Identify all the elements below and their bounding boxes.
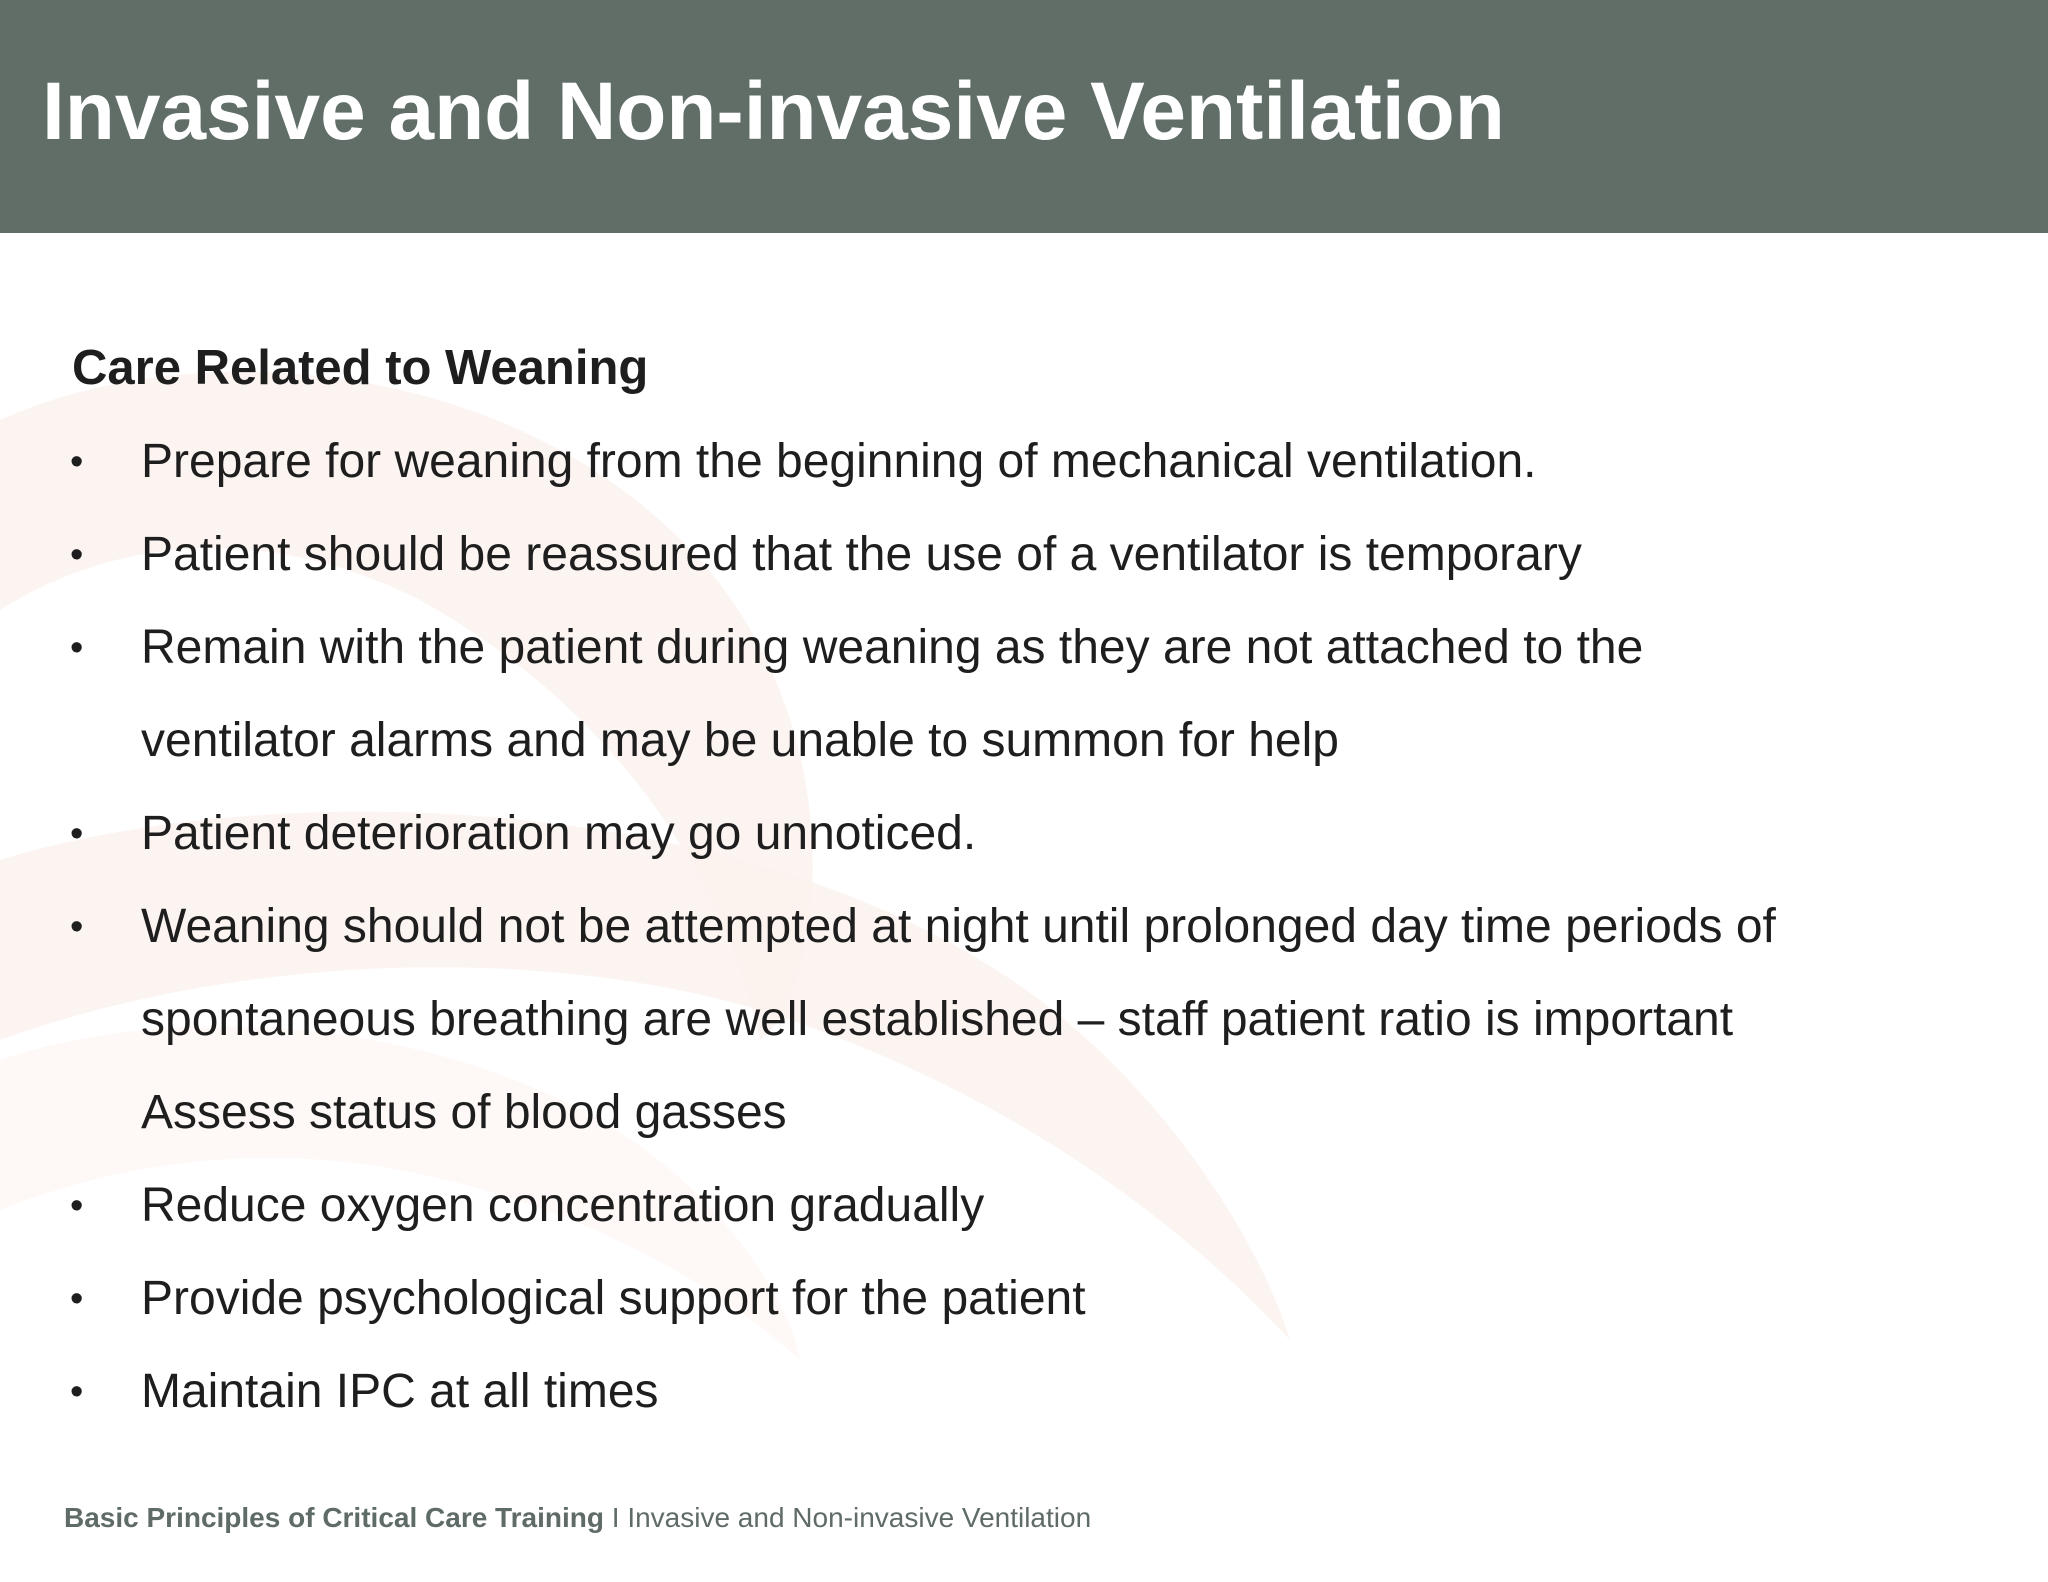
slide-footer <box>64 1500 1091 1536</box>
bullet-text: Remain with the patient during weaning as they are not attached to the <box>141 621 1644 674</box>
bullet-continuation <box>0 1083 2048 1176</box>
slide-title: Invasive and Non-invasive Ventilation <box>42 66 1505 157</box>
bullet-text: Patient should be reassured that the use of a ventilator is temporary <box>141 528 1582 581</box>
bullet-icon: • <box>70 441 84 483</box>
bullet-text: Maintain IPC at all times <box>141 1365 659 1418</box>
bullet-icon: • <box>70 627 84 669</box>
bullet-icon: • <box>70 1278 84 1320</box>
bullet-item <box>0 432 2048 525</box>
bullet-text: spontaneous breathing are well established – staff patient ratio is important <box>141 993 1734 1046</box>
bullet-item <box>0 1362 2048 1455</box>
bullet-icon: • <box>70 1371 84 1413</box>
footer-course-title: Basic Principles of Critical Care Training <box>64 1502 604 1533</box>
bullet-item <box>0 525 2048 618</box>
bullet-icon: • <box>70 534 84 576</box>
bullet-item <box>0 618 2048 711</box>
bullet-continuation <box>0 711 2048 804</box>
bullet-item <box>0 1269 2048 1362</box>
footer-separator: I <box>603 1502 628 1533</box>
bullet-item <box>0 1176 2048 1269</box>
section-heading: Care Related to Weaning <box>72 341 649 395</box>
bullet-item <box>0 897 2048 990</box>
bullet-continuation <box>0 990 2048 1083</box>
bullet-icon: • <box>70 1185 84 1227</box>
bullet-text: Weaning should not be attempted at night until prolonged day time periods of <box>141 900 1776 953</box>
bullet-text: Assess status of blood gasses <box>141 1086 787 1139</box>
bullet-text: Provide psychological support for the patient <box>141 1272 1086 1325</box>
bullet-text: ventilator alarms and may be unable to summon for help <box>141 714 1339 767</box>
bullet-text: Patient deterioration may go unnoticed. <box>141 807 977 860</box>
bullet-text: Reduce oxygen concentration gradually <box>141 1179 985 1232</box>
bullet-item <box>0 804 2048 897</box>
footer-module-title: Invasive and Non-invasive Ventilation <box>627 1502 1092 1533</box>
bullet-text: Prepare for weaning from the beginning of mechanical ventilation. <box>141 435 1537 488</box>
bullet-icon: • <box>70 813 84 855</box>
bullet-icon: • <box>70 906 84 948</box>
